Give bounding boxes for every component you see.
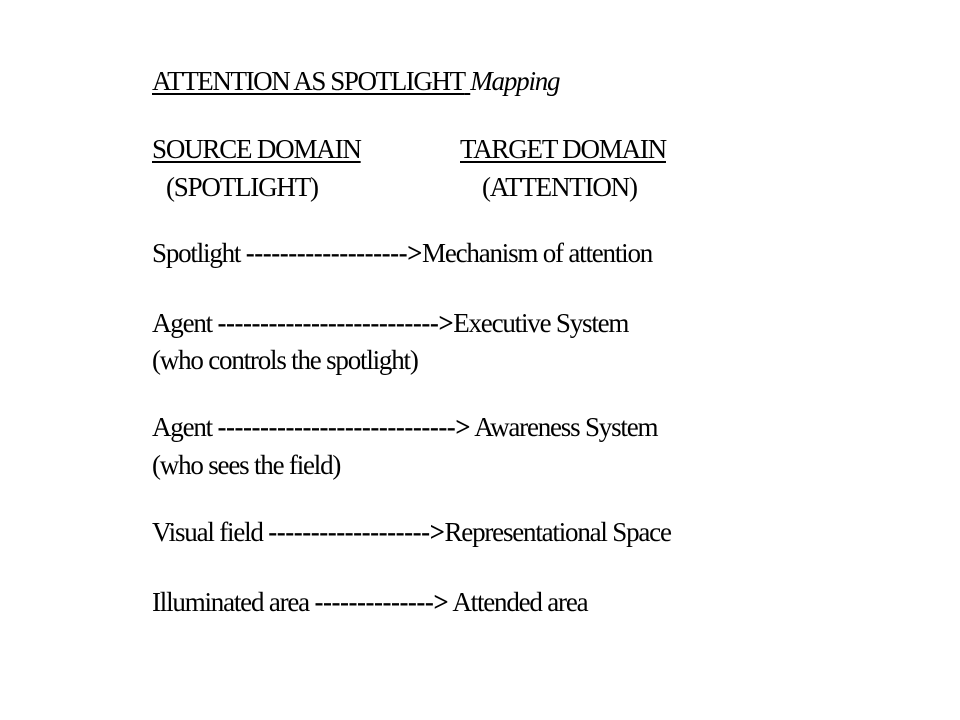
mapping-arrow: -------------------------->: [217, 308, 454, 338]
target-domain-subheader: (ATTENTION): [482, 172, 637, 202]
target-domain-header: TARGET DOMAIN: [460, 134, 666, 164]
slide-title: [152, 66, 559, 96]
mapping-target: Awareness System: [470, 412, 658, 442]
mapping-source: Illuminated area: [152, 587, 309, 617]
slide: [152, 0, 932, 720]
mapping-source: Visual field: [152, 517, 263, 547]
mapping-note: (who controls the spotlight): [152, 345, 418, 375]
mapping-row: [152, 587, 587, 617]
mapping-target: Representational Space: [444, 517, 671, 547]
title-main: ATTENTION AS SPOTLIGHT: [152, 66, 465, 96]
mapping-source: Spotlight: [152, 238, 241, 268]
mapping-row: [152, 308, 628, 338]
mapping-target: Executive System: [453, 308, 629, 338]
mapping-row: [152, 517, 671, 547]
mapping-note: (who sees the field): [152, 450, 341, 480]
source-domain-subheader: (SPOTLIGHT): [166, 172, 318, 202]
mapping-target: Mechanism of attention: [422, 238, 653, 268]
title-sub: Mapping: [470, 66, 560, 96]
mapping-arrow: ---------------------------->: [217, 412, 471, 442]
mapping-row: [152, 412, 657, 442]
domain-headers: [152, 134, 852, 164]
mapping-row: [152, 238, 652, 268]
mapping-arrow: ------------------->: [268, 517, 445, 547]
source-domain-header: SOURCE DOMAIN: [152, 134, 361, 164]
mapping-target: Attended area: [448, 587, 588, 617]
mapping-arrow: ------------------->: [245, 238, 423, 268]
mapping-source: Agent: [152, 308, 212, 338]
mapping-arrow: -------------->: [314, 587, 449, 617]
mapping-source: Agent: [152, 412, 212, 442]
